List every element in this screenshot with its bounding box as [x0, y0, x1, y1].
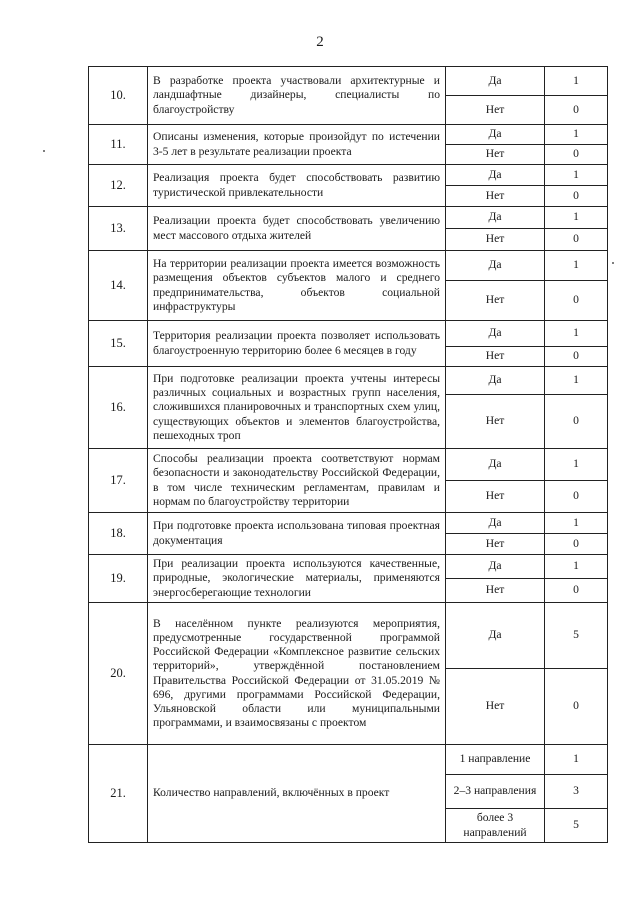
option-label: Нет	[446, 579, 545, 603]
option-score: 0	[545, 395, 608, 449]
option-label: Нет	[446, 145, 545, 165]
option-label: Да	[446, 367, 545, 395]
table-row	[89, 67, 608, 96]
row-number: 20.	[89, 603, 148, 745]
option-label: Да	[446, 321, 545, 347]
table-row	[89, 207, 608, 229]
option-score: 0	[545, 579, 608, 603]
criterion-text: Количество направлений, включённых в проект	[148, 745, 446, 843]
row-number: 14.	[89, 251, 148, 321]
criterion-text: На территории реализации проекта имеется возможность размещения объектов субъектов малого и среднего предпринимательства, объектов социальной инфраструктуры	[148, 251, 446, 321]
row-number: 15.	[89, 321, 148, 367]
option-score: 0	[545, 281, 608, 321]
option-label: Да	[446, 207, 545, 229]
option-label: Да	[446, 67, 545, 96]
option-label: 1 направление	[446, 745, 545, 775]
table-row	[89, 125, 608, 145]
table-row	[89, 745, 608, 775]
row-number: 10.	[89, 67, 148, 125]
scan-speck	[43, 150, 45, 152]
row-number: 18.	[89, 513, 148, 555]
criterion-text: Территория реализации проекта позволяет использовать благоустроенную территорию более 6 месяцев в году	[148, 321, 446, 367]
option-label: Нет	[446, 669, 545, 745]
table-row	[89, 251, 608, 281]
option-score: 0	[545, 145, 608, 165]
row-number: 12.	[89, 165, 148, 207]
option-score: 1	[545, 513, 608, 534]
row-number: 17.	[89, 449, 148, 513]
option-label: 2–3 направления	[446, 775, 545, 809]
criterion-text: При подготовке проекта использована типовая проектная документация	[148, 513, 446, 555]
option-score: 1	[545, 367, 608, 395]
option-label: более 3 направлений	[446, 809, 545, 843]
option-score: 1	[545, 745, 608, 775]
option-label: Да	[446, 603, 545, 669]
option-label: Нет	[446, 229, 545, 251]
criteria-table	[88, 66, 608, 843]
option-score: 1	[545, 207, 608, 229]
criterion-text: Реализации проекта будет способствовать увеличению мест массового отдыха жителей	[148, 207, 446, 251]
option-label: Нет	[446, 534, 545, 555]
table-row	[89, 555, 608, 579]
option-label: Нет	[446, 481, 545, 513]
option-score: 3	[545, 775, 608, 809]
table-row	[89, 603, 608, 669]
option-score: 0	[545, 669, 608, 745]
table-row	[89, 321, 608, 347]
option-score: 1	[545, 67, 608, 96]
criterion-text: В разработке проекта участвовали архитектурные и ландшафтные дизайнеры, специалисты по благоустройству	[148, 67, 446, 125]
option-label: Да	[446, 251, 545, 281]
criterion-text: Реализация проекта будет способствовать развитию туристической привлекательности	[148, 165, 446, 207]
option-score: 0	[545, 186, 608, 207]
option-score: 0	[545, 229, 608, 251]
option-score: 0	[545, 347, 608, 367]
row-number: 16.	[89, 367, 148, 449]
option-score: 0	[545, 534, 608, 555]
option-label: Да	[446, 125, 545, 145]
criterion-text: При подготовке реализации проекта учтены интересы различных социальных и возрастных групп населения, сложившихся планировочных и транспортных схем улиц, существующих объектов и элементов благоустройства, пешеходных троп	[148, 367, 446, 449]
option-score: 0	[545, 96, 608, 125]
option-label: Да	[446, 165, 545, 186]
scan-speck	[612, 262, 614, 264]
option-score: 5	[545, 603, 608, 669]
criterion-text: Способы реализации проекта соответствуют нормам безопасности и законодательству Российской Федерации, в том числе техническим регламентам, правилам и нормам по благоустройству территории	[148, 449, 446, 513]
option-label: Нет	[446, 281, 545, 321]
row-number: 21.	[89, 745, 148, 843]
option-label: Нет	[446, 347, 545, 367]
option-label: Нет	[446, 395, 545, 449]
option-label: Да	[446, 513, 545, 534]
option-label: Нет	[446, 186, 545, 207]
criterion-text: При реализации проекта используются качественные, природные, экологические материалы, применяются энергосберегающие технологии	[148, 555, 446, 603]
table-row	[89, 449, 608, 481]
criterion-text: В населённом пункте реализуются мероприятия, предусмотренные государственной программой Российской Федерации «Комплексное развитие сельских территорий», утверждённой постановлением Правительства Российской Федерации от 31.05.2019 № 696, другими программами Российской Федерации, Ульяновской области или муниципальными программами, и взаимосвязаны с проектом	[148, 603, 446, 745]
option-label: Да	[446, 449, 545, 481]
criterion-text: Описаны изменения, которые произойдут по истечении 3-5 лет в результате реализации проекта	[148, 125, 446, 165]
option-score: 1	[545, 321, 608, 347]
table-row	[89, 367, 608, 395]
row-number: 11.	[89, 125, 148, 165]
table-row	[89, 513, 608, 534]
option-score: 1	[545, 165, 608, 186]
option-label: Да	[446, 555, 545, 579]
option-score: 5	[545, 809, 608, 843]
row-number: 19.	[89, 555, 148, 603]
row-number: 13.	[89, 207, 148, 251]
option-score: 1	[545, 555, 608, 579]
option-score: 1	[545, 449, 608, 481]
option-score: 1	[545, 251, 608, 281]
option-score: 1	[545, 125, 608, 145]
option-score: 0	[545, 481, 608, 513]
page-number: 2	[316, 34, 324, 50]
table-row	[89, 165, 608, 186]
option-label: Нет	[446, 96, 545, 125]
